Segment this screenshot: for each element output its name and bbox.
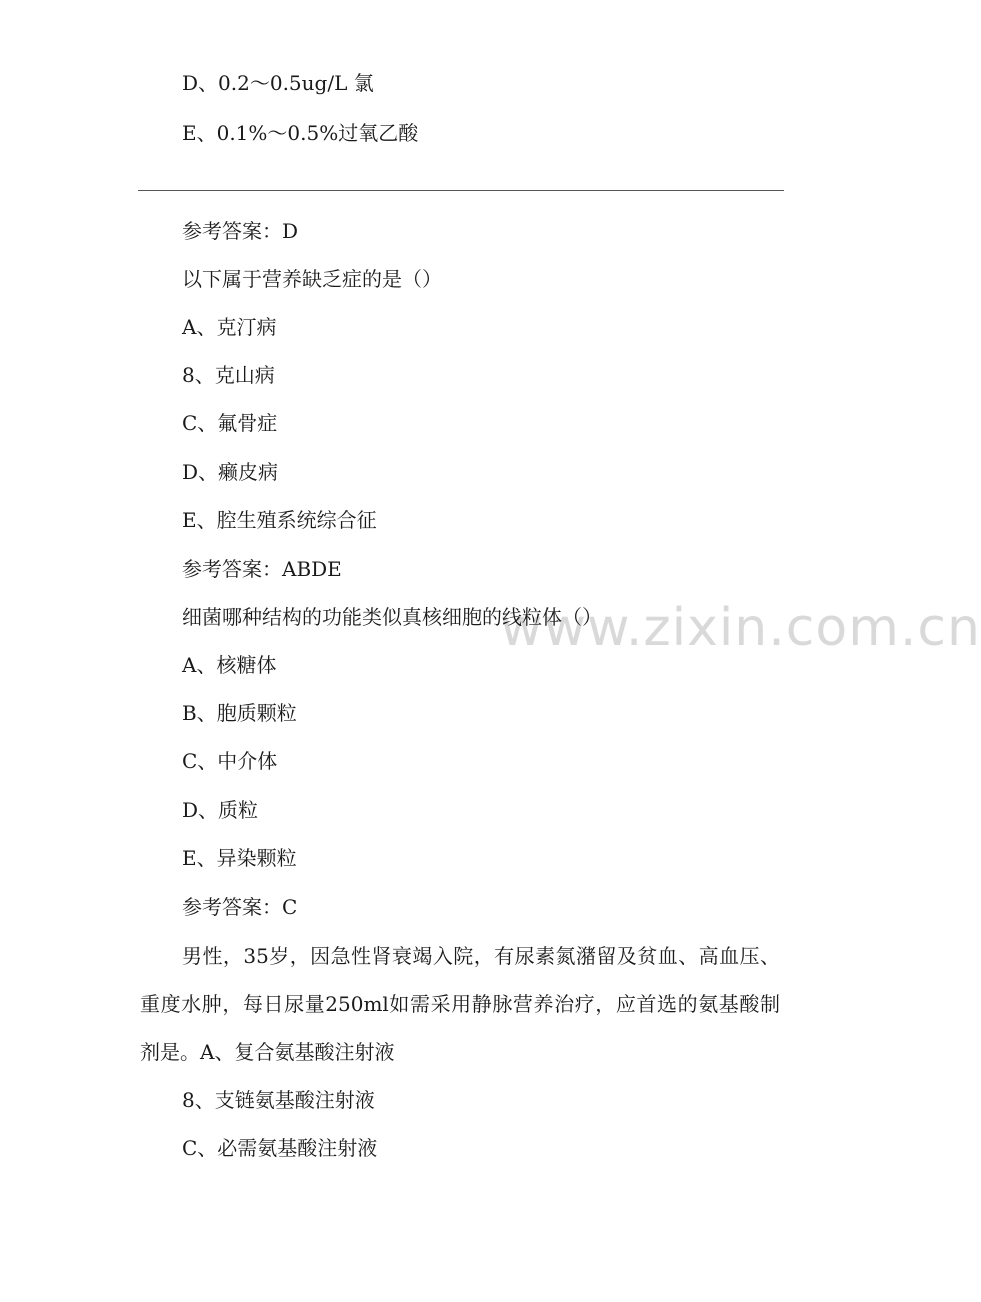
question-stem-q2: 以下属于营养缺乏症的是（） xyxy=(182,267,442,291)
section-divider xyxy=(138,190,784,191)
answer-q1: 参考答案：D xyxy=(182,219,299,243)
option-d-prev: D、0.2～0.5ug/L 氯 xyxy=(182,71,374,95)
option-d-q2: D、癞皮病 xyxy=(182,460,279,484)
option-d-q3: D、质粒 xyxy=(182,798,259,822)
watermark: www.zixin.com.cn xyxy=(500,598,981,658)
option-c-q4: C、必需氨基酸注射液 xyxy=(182,1136,378,1160)
option-b-q3: B、胞质颗粒 xyxy=(182,701,297,725)
question-stem-q4: 男性，35岁，因急性肾衰竭入院，有尿素氮潴留及贫血、高血压、重度水肿，每日尿量250ml如需采用静脉营养治疗，应首选的氨基酸制剂是。A、复合氨基酸注射液 xyxy=(140,944,780,1064)
option-e-prev: E、0.1%～0.5%过氧乙酸 xyxy=(182,121,419,145)
option-c-q2: C、氟骨症 xyxy=(182,411,278,435)
option-c-q3: C、中介体 xyxy=(182,749,278,773)
question-stem-q3: 细菌哪种结构的功能类似真核细胞的线粒体（） xyxy=(182,605,602,629)
option-b-q4: 8、支链氨基酸注射液 xyxy=(182,1088,375,1112)
option-a-q2: A、克汀病 xyxy=(182,315,277,339)
option-b-q2: 8、克山病 xyxy=(182,363,275,387)
option-a-q3: A、核糖体 xyxy=(182,653,277,677)
option-e-q2: E、腔生殖系统综合征 xyxy=(182,508,377,532)
answer-q2: 参考答案：ABDE xyxy=(182,557,342,581)
answer-q3: 参考答案：C xyxy=(182,895,298,919)
option-e-q3: E、异染颗粒 xyxy=(182,846,297,870)
